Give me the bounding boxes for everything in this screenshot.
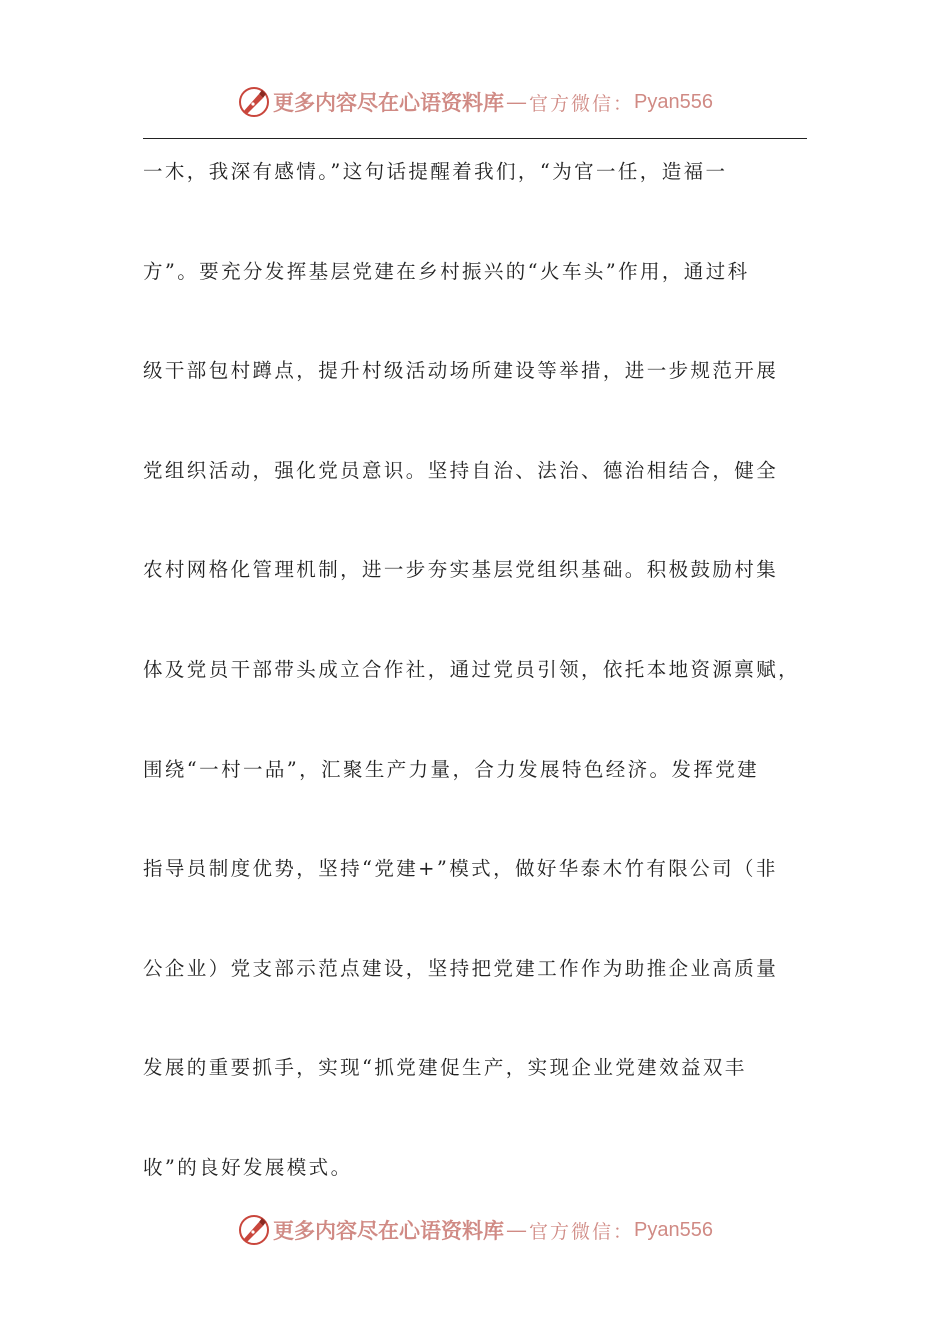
paragraph-line-5: 农村网格化管理机制，进一步夯实基层党组织基础。积极鼓励村集: [143, 558, 779, 582]
paragraph-line-8: 指导员制度优势，坚持“党建+”模式，做好华泰木竹有限公司（非: [143, 857, 778, 881]
header-divider: [143, 138, 807, 139]
paragraph-line-7: 围绕“一村一品”，汇聚生产力量，合力发展特色经济。发挥党建: [143, 757, 760, 781]
header-banner: [0, 82, 950, 122]
document-body: [143, 150, 807, 1246]
pen-nib-logo-icon: [237, 1213, 271, 1247]
header-banner-wechat-label: 官方微信：: [529, 92, 635, 115]
paragraph-line-6: 体及党员干部带头成立合作社，通过党员引领，依托本地资源禀赋，: [143, 657, 801, 681]
paragraph-line-11: 收”的良好发展模式。: [143, 1155, 353, 1179]
footer-banner-wechat-id: Pyan556: [634, 1218, 713, 1241]
paragraph-line-10: 发展的重要抓手，实现“抓党建促生产，实现企业党建效益双丰: [143, 1056, 747, 1080]
paragraph-line-9: 公企业）党支部示范点建设，坚持把党建工作作为助推企业高质量: [143, 956, 779, 980]
header-banner-separator: —: [506, 90, 527, 114]
footer-banner: [0, 1210, 950, 1250]
header-banner-wechat-id: Pyan556: [634, 90, 713, 113]
paragraph-line-3: 级干部包村蹲点，提升村级活动场所建设等举措，进一步规范开展: [143, 359, 779, 383]
footer-banner-separator: —: [506, 1218, 527, 1242]
footer-banner-wechat-label: 官方微信：: [529, 1220, 635, 1243]
paragraph-line-2: 方”。要充分发挥基层党建在乡村振兴的“火车头”作用，通过科: [143, 259, 750, 283]
paragraph-line-4: 党组织活动，强化党员意识。坚持自治、法治、德治相结合，健全: [143, 458, 779, 482]
paragraph-line-1: 一木，我深有感情。”这句话提醒着我们，“为官一任，造福一: [143, 160, 728, 183]
header-banner-title: 更多内容尽在心语资料库: [273, 90, 504, 115]
footer-banner-title: 更多内容尽在心语资料库: [273, 1218, 504, 1243]
pen-nib-logo-icon: [237, 85, 271, 119]
